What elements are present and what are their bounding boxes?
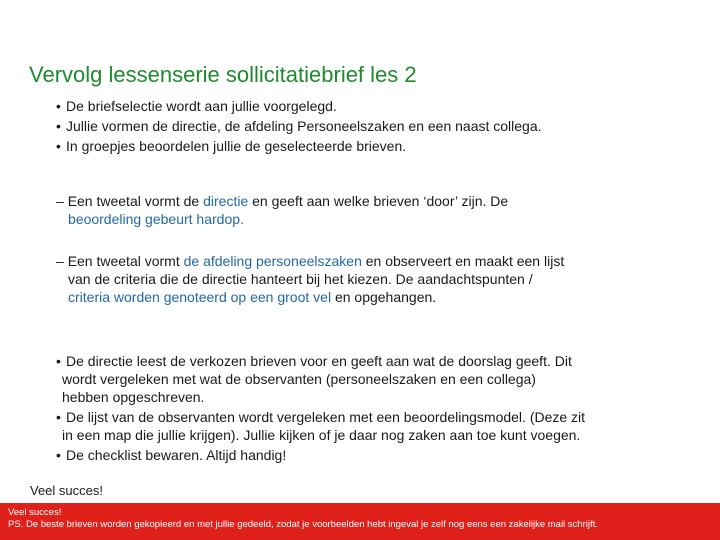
dash-marker: – (56, 253, 64, 269)
highlight-personeelszaken: de afdeling personeelszaken (183, 253, 362, 269)
slide-title: Vervolg lessenserie sollicitatiebrief les 2 (29, 62, 417, 87)
bullet-marker: • (56, 353, 61, 369)
bullet-item: • De lijst van de observanten wordt vergeleken met een beoordelingsmodel. (Deze zit in een map die jullie krijgen). Jullie kijken of je daar nog zaken aan toe kunt voegen. (56, 409, 586, 443)
footer-line-2: PS. De beste brieven worden gekopieerd en met jullie gedeeld, zodat je voorbeelden hebt ingeval je zelf nog eens een zakelijke mail schrijft. (8, 519, 598, 530)
bullet-item: • De checklist bewaren. Altijd handig! (56, 447, 287, 463)
bullet-marker: • (56, 118, 61, 134)
bullet-item: • Jullie vormen de directie, de afdeling Personeelszaken en een naast collega. (56, 118, 542, 134)
process-bullet-list (56, 352, 585, 466)
footer-line-1: Veel succes! (8, 507, 62, 518)
personeelszaken-paragraph: – Een tweetal vormt de afdeling personeelszaken en observeert en maakt een lijst van de criteria die de directie hanteert bij het kiezen. De aandachtspunten / criteria worden genoteerd op een groot vel en opgehangen. (56, 253, 565, 305)
closing-text: Veel succes! (30, 483, 103, 498)
dash-marker: – (56, 193, 64, 209)
highlight-directie: directie (203, 193, 249, 209)
bullet-marker: • (56, 447, 61, 463)
bullet-item: • In groepjes beoordelen jullie de geselecteerde brieven. (56, 138, 407, 154)
bullet-marker: • (56, 98, 61, 114)
bullet-marker: • (56, 138, 61, 154)
highlight-hardop: beoordeling gebeurt hardop. (68, 211, 244, 227)
directie-paragraph: – Een tweetal vormt de directie en geeft aan welke brieven ‘door’ zijn. De beoordeling gebeurt hardop. (56, 193, 509, 227)
bullet-marker: • (56, 409, 61, 425)
footer-banner (0, 503, 720, 540)
highlight-criteria: criteria worden genoteerd op een groot vel (68, 289, 332, 305)
bullet-item: • De briefselectie wordt aan jullie voorgelegd. (56, 98, 337, 114)
bullet-item: • De directie leest de verkozen brieven voor en geeft aan wat de doorslag geeft. Dit wordt vergeleken met wat de observanten (personeelszaken en een collega) hebben opgeschreven. (56, 353, 572, 405)
intro-bullet-list (56, 96, 542, 156)
